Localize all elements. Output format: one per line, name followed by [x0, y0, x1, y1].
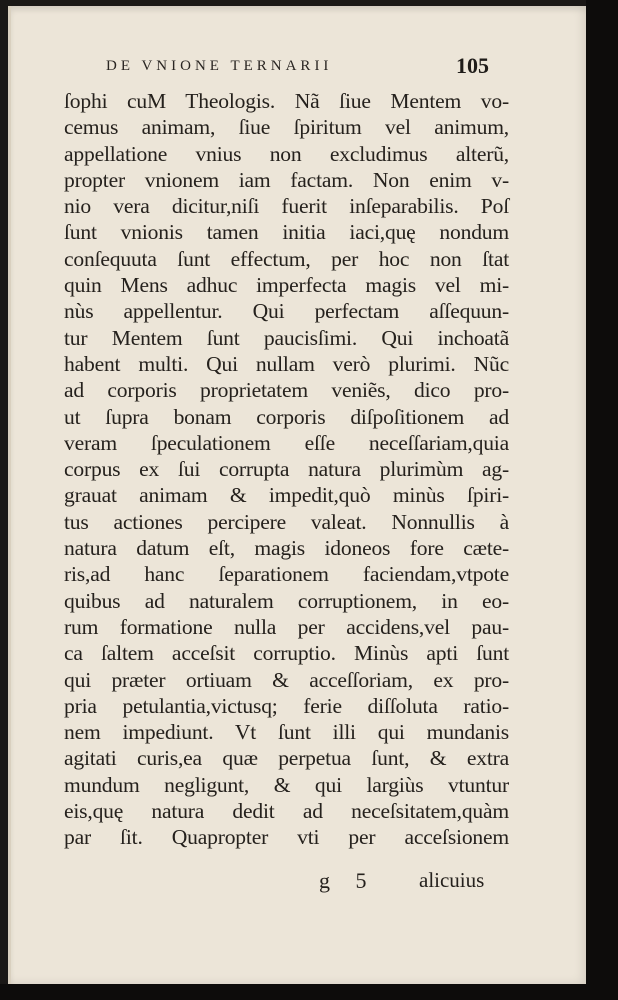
text-line: grauat animam & impedit,quò minùs ſpiri-: [64, 483, 509, 508]
text-line: natura datum eſt, magis idoneos fore cæte-: [64, 536, 509, 561]
catchword: alicuius: [419, 868, 485, 892]
text-line: pria petulantia,victusq; ferie diſſoluta ratio-: [64, 693, 509, 718]
page-footer: [11, 868, 589, 898]
text-line: rum formatione nulla per accidens,vel pau-: [64, 614, 509, 639]
text-line: quin Mens adhuc imperfecta magis vel mi-: [64, 273, 509, 298]
text-line: eis,quę natura dedit ad neceſsitatem,quàm: [64, 799, 509, 824]
signature-mark: g 5: [319, 868, 377, 893]
text-line: conſequuta ſunt effectum, per hoc non ſtat: [64, 246, 509, 271]
text-line: propter vnionem iam factam. Non enim v-: [64, 167, 509, 192]
text-line: ris,ad hanc ſeparationem faciendam,vtpote: [64, 562, 509, 587]
page-number: 105: [456, 53, 489, 78]
text-line: par ſit. Quapropter vti per acceſsionem: [64, 825, 509, 850]
text-line: qui præter ortiuam & acceſſoriam, ex pro-: [64, 667, 509, 692]
text-line: tus actiones percipere valeat. Nonnullis à: [64, 509, 509, 534]
text-line: corpus ex ſui corrupta natura plurimùm ag-: [64, 457, 509, 482]
text-line: quibus ad naturalem corruptionem, in eo-: [64, 588, 509, 613]
text-line: tur Mentem ſunt paucisſimi. Qui inchoatã: [64, 325, 509, 350]
scan-background-right: [586, 0, 618, 1000]
book-page: [8, 6, 589, 984]
text-line: ad corporis proprietatem veniẽs, dico pro-: [64, 378, 509, 403]
text-line: nùs appellentur. Qui perfectam aſſequun-: [64, 299, 509, 324]
text-line: ſophi cuM Theologis. Nã ſiue Mentem vo-: [64, 89, 509, 113]
text-line: nio vera dicitur,niſi fuerit inſeparabilis. Poſ: [64, 194, 509, 219]
text-line: nem impediunt. Vt ſunt illi qui mundanis: [64, 720, 509, 745]
text-line: agitati curis,ea quæ perpetua ſunt, & extra: [64, 746, 509, 771]
text-line: appellatione vnius non excludimus alterũ,: [64, 141, 509, 166]
page-header: [106, 53, 506, 84]
text-line: ca ſaltem acceſsit corruptio. Minùs apti ſunt: [64, 641, 509, 666]
body-text: [64, 88, 509, 851]
text-line: ut ſupra bonam corporis diſpoſitionem ad: [64, 404, 509, 429]
scan-background-bottom: [0, 984, 618, 1000]
text-line: cemus animam, ſiue ſpiritum vel animum,: [64, 115, 509, 140]
running-head: DE VNIONE TERNARII: [106, 58, 333, 74]
text-line: veram ſpeculationem eſſe neceſſariam,quia: [64, 430, 509, 455]
text-line: ſunt vnionis tamen initia iaci,quę nondum: [64, 220, 509, 245]
text-line: mundum negligunt, & qui largiùs vtuntur: [64, 772, 509, 797]
text-line: habent multi. Qui nullam verò plurimi. Nũc: [64, 351, 509, 376]
